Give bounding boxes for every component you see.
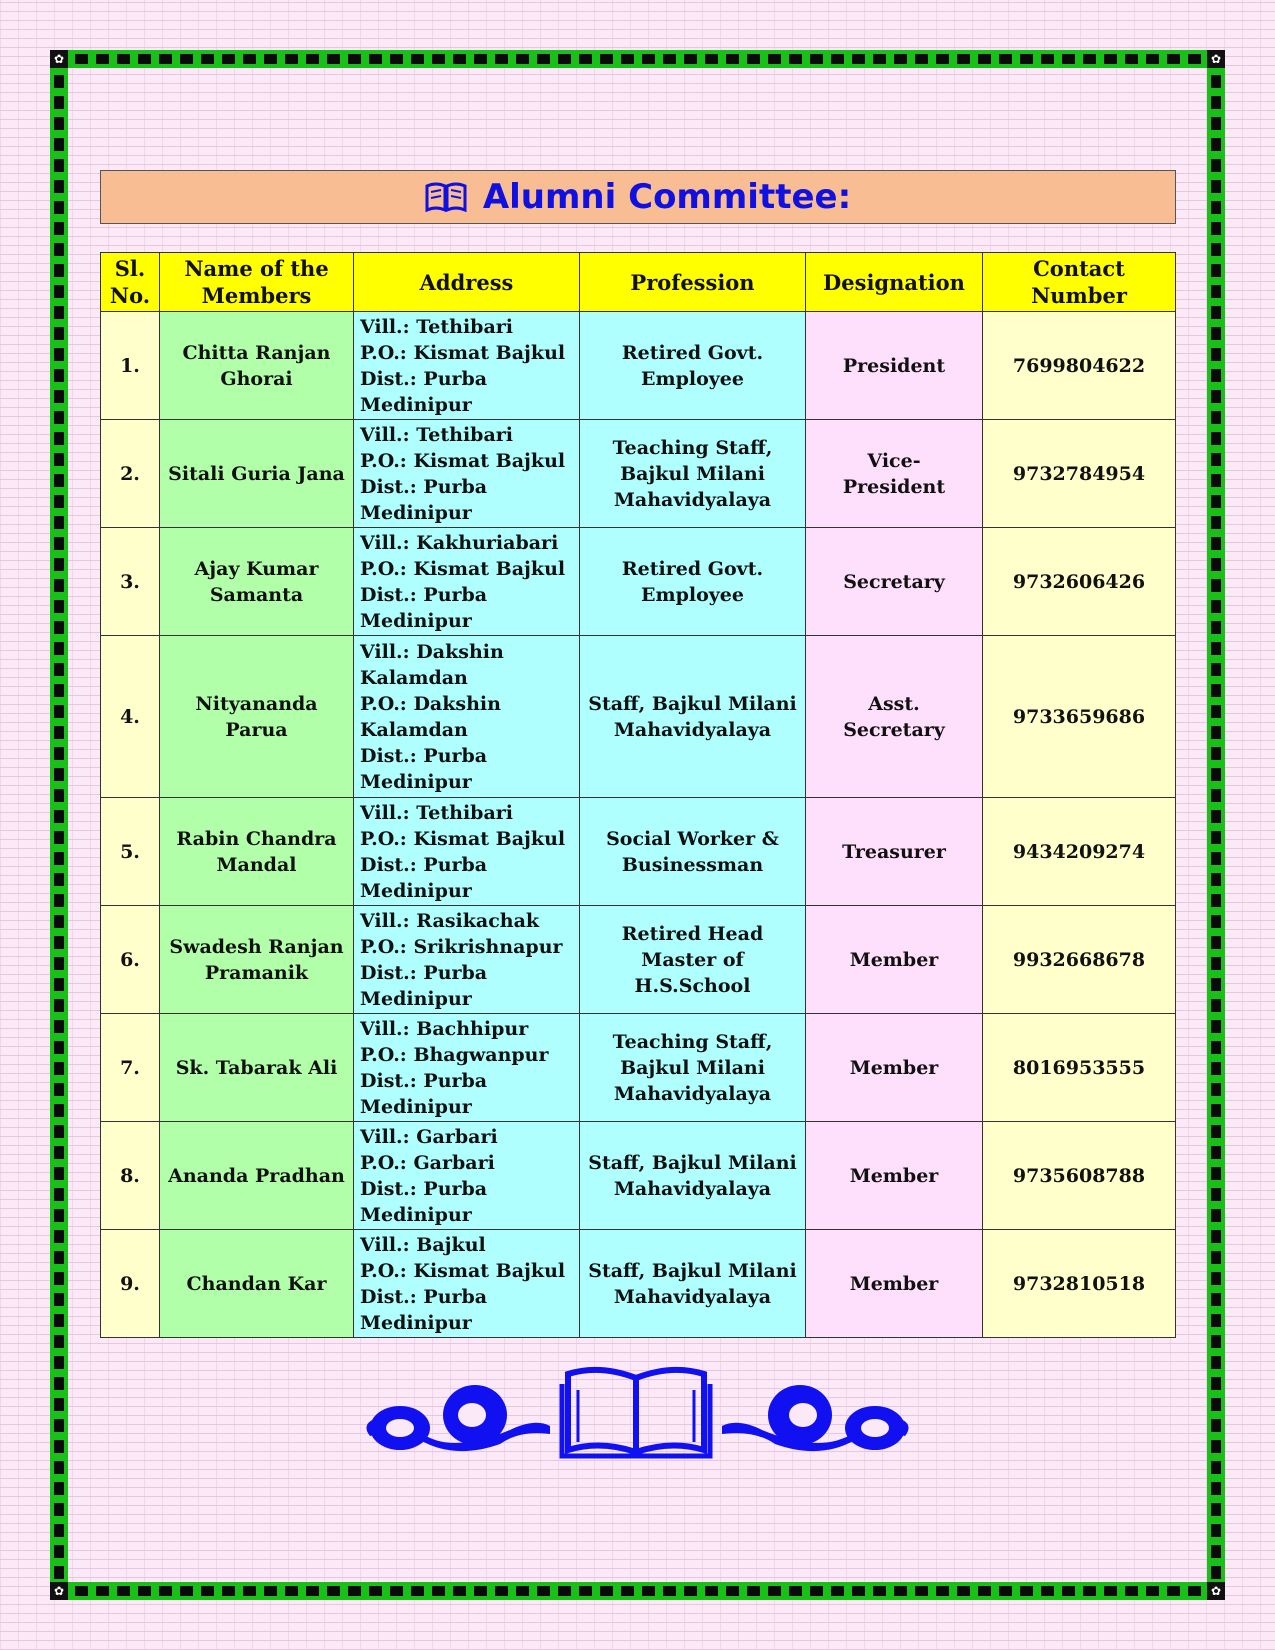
corner-ornament-icon: ✿ — [1207, 50, 1225, 68]
cell-name: Ananda Pradhan — [160, 1122, 354, 1230]
cell-name: Nityananda Parua — [160, 636, 354, 798]
cell-contact: 7699804622 — [983, 312, 1176, 420]
corner-ornament-icon: ✿ — [1207, 1582, 1225, 1600]
page-border-top — [50, 50, 1225, 68]
cell-address: Vill.: Tethibari P.O.: Kismat Bajkul Dist.: Purba Medinipur — [354, 420, 580, 528]
cell-sl: 2. — [101, 420, 160, 528]
cell-designation: Member — [806, 1230, 983, 1338]
header-profession: Profession — [580, 253, 806, 312]
cell-profession: Retired Govt. Employee — [580, 312, 806, 420]
cell-contact: 9434209274 — [983, 798, 1176, 906]
open-book-icon — [562, 1370, 710, 1456]
header-contact: Contact Number — [983, 253, 1176, 312]
cell-contact: 9732784954 — [983, 420, 1176, 528]
cell-address: Vill.: Dakshin Kalamdan P.O.: Dakshin Kalamdan Dist.: Purba Medinipur — [354, 636, 580, 798]
cell-contact: 9735608788 — [983, 1122, 1176, 1230]
cell-name: Ajay Kumar Samanta — [160, 528, 354, 636]
cell-name: Swadesh Ranjan Pramanik — [160, 906, 354, 1014]
cell-address: Vill.: Garbari P.O.: Garbari Dist.: Purba Medinipur — [354, 1122, 580, 1230]
cell-profession: Teaching Staff, Bajkul Milani Mahavidyalaya — [580, 1014, 806, 1122]
header-name: Name of the Members — [160, 253, 354, 312]
cell-contact: 9732606426 — [983, 528, 1176, 636]
corner-ornament-icon: ✿ — [50, 50, 68, 68]
title-text: Alumni Committee: — [482, 177, 852, 217]
decorative-ornament — [360, 1360, 915, 1460]
cell-sl: 9. — [101, 1230, 160, 1338]
cell-sl: 1. — [101, 312, 160, 420]
cell-designation: Member — [806, 906, 983, 1014]
cell-address: Vill.: Rasikachak P.O.: Srikrishnapur Dist.: Purba Medinipur — [354, 906, 580, 1014]
cell-sl: 6. — [101, 906, 160, 1014]
cell-profession: Staff, Bajkul Milani Mahavidyalaya — [580, 636, 806, 798]
cell-sl: 3. — [101, 528, 160, 636]
page-border-right — [1207, 50, 1225, 1600]
page-border-bottom — [50, 1582, 1225, 1600]
header-designation: Designation — [806, 253, 983, 312]
cell-sl: 4. — [101, 636, 160, 798]
cell-address: Vill.: Tethibari P.O.: Kismat Bajkul Dist.: Purba Medinipur — [354, 798, 580, 906]
cell-profession: Retired Govt. Employee — [580, 528, 806, 636]
open-book-icon — [425, 182, 467, 212]
members-table — [100, 252, 1176, 1338]
cell-name: Rabin Chandra Mandal — [160, 798, 354, 906]
cell-profession: Staff, Bajkul Milani Mahavidyalaya — [580, 1230, 806, 1338]
cell-sl: 8. — [101, 1122, 160, 1230]
swirl-right-icon — [722, 1385, 909, 1451]
table-row — [101, 798, 1176, 906]
cell-name: Chandan Kar — [160, 1230, 354, 1338]
cell-contact: 8016953555 — [983, 1014, 1176, 1122]
cell-designation: Asst. Secretary — [806, 636, 983, 798]
cell-address: Vill.: Kakhuriabari P.O.: Kismat Bajkul Dist.: Purba Medinipur — [354, 528, 580, 636]
section-title — [100, 170, 1176, 224]
cell-name: Chitta Ranjan Ghorai — [160, 312, 354, 420]
cell-sl: 5. — [101, 798, 160, 906]
cell-contact: 9732810518 — [983, 1230, 1176, 1338]
cell-designation: Member — [806, 1122, 983, 1230]
corner-ornament-icon: ✿ — [50, 1582, 68, 1600]
cell-name: Sk. Tabarak Ali — [160, 1014, 354, 1122]
cell-profession: Retired Head Master of H.S.School — [580, 906, 806, 1014]
table-row — [101, 1014, 1176, 1122]
table-row — [101, 906, 1176, 1014]
cell-designation: Member — [806, 1014, 983, 1122]
cell-contact: 9932668678 — [983, 906, 1176, 1014]
cell-profession: Staff, Bajkul Milani Mahavidyalaya — [580, 1122, 806, 1230]
table-row — [101, 1122, 1176, 1230]
cell-sl: 7. — [101, 1014, 160, 1122]
table-row — [101, 636, 1176, 798]
cell-designation: President — [806, 312, 983, 420]
header-sl-no: Sl. No. — [101, 253, 160, 312]
cell-designation: Secretary — [806, 528, 983, 636]
cell-profession: Teaching Staff, Bajkul Milani Mahavidyalaya — [580, 420, 806, 528]
table-row — [101, 528, 1176, 636]
cell-name: Sitali Guria Jana — [160, 420, 354, 528]
page-border-left — [50, 50, 68, 1600]
cell-designation: Vice- President — [806, 420, 983, 528]
cell-designation: Treasurer — [806, 798, 983, 906]
table-row — [101, 1230, 1176, 1338]
table-header-row — [101, 253, 1176, 312]
swirl-left-icon — [366, 1385, 550, 1451]
table-row — [101, 312, 1176, 420]
cell-profession: Social Worker & Businessman — [580, 798, 806, 906]
cell-address: Vill.: Bachhipur P.O.: Bhagwanpur Dist.: Purba Medinipur — [354, 1014, 580, 1122]
header-address: Address — [354, 253, 580, 312]
cell-address: Vill.: Tethibari P.O.: Kismat Bajkul Dist.: Purba Medinipur — [354, 312, 580, 420]
cell-address: Vill.: Bajkul P.O.: Kismat Bajkul Dist.: Purba Medinipur — [354, 1230, 580, 1338]
cell-contact: 9733659686 — [983, 636, 1176, 798]
table-row — [101, 420, 1176, 528]
